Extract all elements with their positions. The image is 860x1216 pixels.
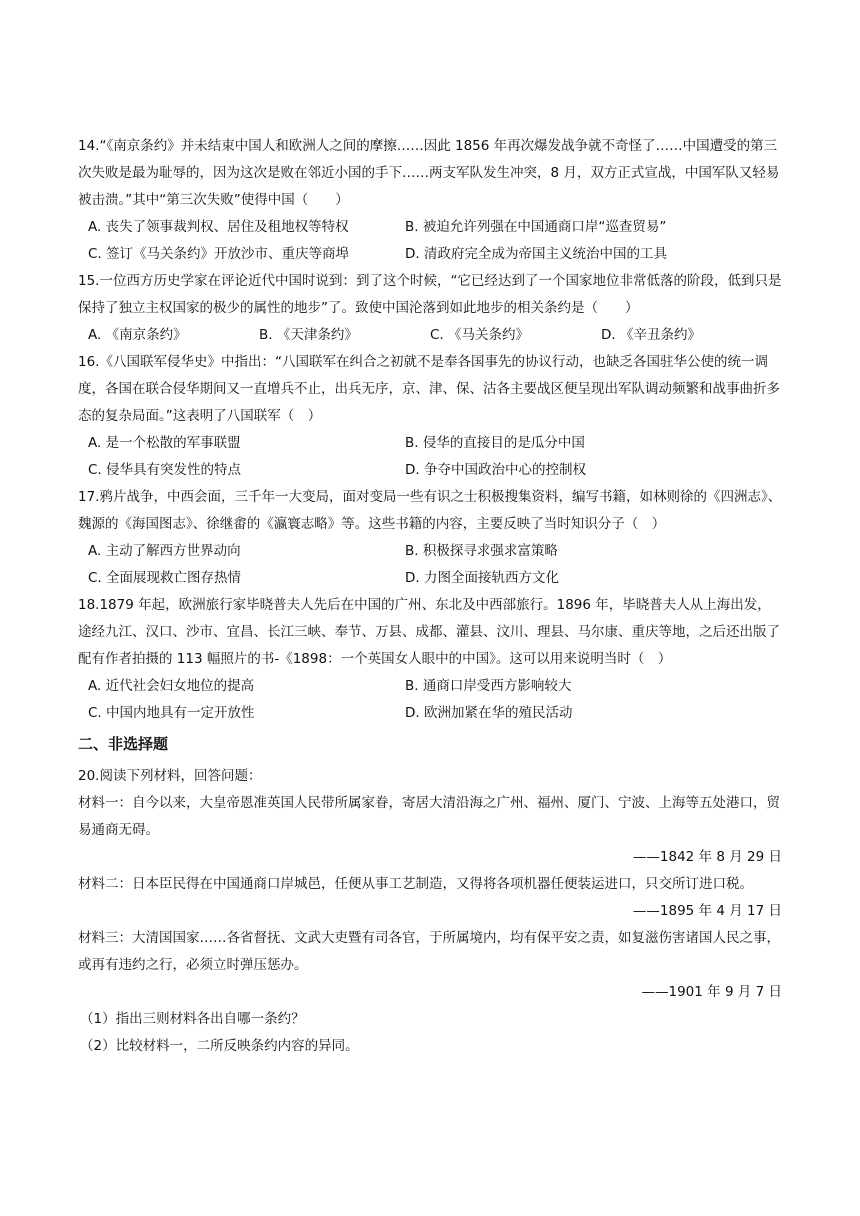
options-row bbox=[78, 565, 782, 592]
option-a: A. 近代社会妇女地位的提高 bbox=[88, 678, 255, 694]
options-row bbox=[78, 538, 782, 565]
material-1-date: ——1842 年 8 月 29 日 bbox=[632, 849, 782, 865]
question-18 bbox=[78, 592, 782, 727]
option-d: D. 《辛丑条约》 bbox=[601, 327, 701, 343]
question-stem: 17.鸦片战争，中西会面，三千年一大变局，面对变局一些有识之士积极搜集资料，编写书籍，如林则徐的《四洲志》、魏源的《海国图志》、徐继畬的《瀛寰志略》等。这些书籍的内容，主要反映了当时知识分子（ ） bbox=[78, 489, 782, 532]
option-d: D. 清政府完全成为帝国主义统治中国的工具 bbox=[405, 246, 667, 262]
option-c: C. 签订《马关条约》开放沙市、重庆等商埠 bbox=[88, 246, 350, 262]
option-d: D. 争夺中国政治中心的控制权 bbox=[405, 462, 586, 478]
options-row bbox=[78, 241, 782, 268]
option-a: A. 是一个松散的军事联盟 bbox=[88, 435, 241, 451]
options-row bbox=[78, 214, 782, 241]
option-c: C. 中国内地具有一定开放性 bbox=[88, 705, 255, 721]
options-row bbox=[78, 322, 782, 349]
option-a: A. 《南京条约》 bbox=[88, 327, 187, 343]
option-d: D. 力图全面接轨西方文化 bbox=[405, 570, 559, 586]
exam-page bbox=[78, 133, 782, 1060]
option-c: C. 《马关条约》 bbox=[430, 327, 530, 343]
options-row bbox=[78, 430, 782, 457]
section-title: 二、非选择题 bbox=[78, 735, 169, 753]
subquestion-1: （1）指出三则材料各出自哪一条约？ bbox=[80, 1011, 305, 1027]
question-stem: 16.《八国联军侵华史》中指出：“八国联军在纠合之初就不是奉各国事先的协议行动，也缺乏各国驻华公使的统一调度，各国在联合侵华期间又一直增兵不止，出兵无序，京、津、保、沽各主要战区便呈现出军队调动频繁和战事曲折多态的复杂局面。”这表明了八国联军（ ） bbox=[78, 354, 780, 424]
options-row bbox=[78, 700, 782, 727]
material-3-date: ——1901 年 9 月 7 日 bbox=[641, 984, 782, 1000]
material-1: 材料一：自今以来，大皇帝恩准英国人民带所属家眷，寄居大清沿海之广州、福州、厦门、宁波、上海等五处港口，贸易通商无碍。 bbox=[78, 795, 780, 838]
material-2: 材料二：日本臣民得在中国通商口岸城邑，任便从事工艺制造，又得将各项机器任便装运进口，只交所订进口税。 bbox=[78, 876, 753, 892]
subquestion-2: （2）比较材料一，二所反映条约内容的异同。 bbox=[80, 1038, 359, 1054]
options-row bbox=[78, 457, 782, 484]
question-stem: 14.“《南京条约》并未结束中国人和欧洲人之间的摩擦……因此 1856 年再次爆发战争就不奇怪了……中国遭受的第三次失败是最为耻辱的，因为这次是败在邻近小国的手下……两支军队发生冲突，8 月，双方正式宣战，中国军队又轻易被击溃。”其中“第三次失败”使得中国（ ） bbox=[78, 138, 780, 208]
question-14 bbox=[78, 133, 782, 268]
question-15 bbox=[78, 268, 782, 349]
material-3: 材料三：大清国国家……各省督抚、文武大吏暨有司各官，于所属境内，均有保平安之责，如复滋伤害诸国人民之事，或再有违约之行，必须立时弹压惩办。 bbox=[78, 930, 780, 973]
question-intro: 20.阅读下列材料，回答问题： bbox=[78, 768, 262, 784]
material-2-date: ——1895 年 4 月 17 日 bbox=[632, 903, 782, 919]
option-b: B. 《天津条约》 bbox=[259, 327, 358, 343]
question-20 bbox=[78, 763, 782, 1060]
option-a: A. 主动了解西方世界动向 bbox=[88, 543, 241, 559]
option-b: B. 积极探寻求强求富策略 bbox=[405, 543, 558, 559]
question-16 bbox=[78, 349, 782, 484]
option-b: B. 被迫允许列强在中国通商口岸“巡查贸易” bbox=[405, 219, 667, 235]
options-row bbox=[78, 673, 782, 700]
option-a: A. 丧失了领事裁判权、居住及租地权等特权 bbox=[88, 219, 349, 235]
question-stem: 18.1879 年起，欧洲旅行家毕晓普夫人先后在中国的广州、东北及中西部旅行。1896 年，毕晓普夫人从上海出发，途经九江、汉口、沙市、宜昌、长江三峡、奉节、万县、成都、灌县、汶川、理县、马尔康、重庆等地，之后还出版了配有作者拍摄的 113 幅照片的书-《1898：一个英国女人眼中的中国》。这可以用来说明当时（ ） bbox=[78, 597, 780, 667]
option-c: C. 侵华具有突发性的特点 bbox=[88, 462, 242, 478]
question-17 bbox=[78, 484, 782, 592]
question-stem: 15.一位西方历史学家在评论近代中国时说到：到了这个时候，“它已经达到了一个国家地位非常低落的阶段，低到只是保持了独立主权国家的极少的属性的地步”了。致使中国沦落到如此地步的相关条约是（ ） bbox=[78, 273, 782, 316]
option-d: D. 欧洲加紧在华的殖民活动 bbox=[405, 705, 573, 721]
option-c: C. 全面展现救亡图存热情 bbox=[88, 570, 242, 586]
option-b: B. 通商口岸受西方影响较大 bbox=[405, 678, 572, 694]
option-b: B. 侵华的直接目的是瓜分中国 bbox=[405, 435, 585, 451]
